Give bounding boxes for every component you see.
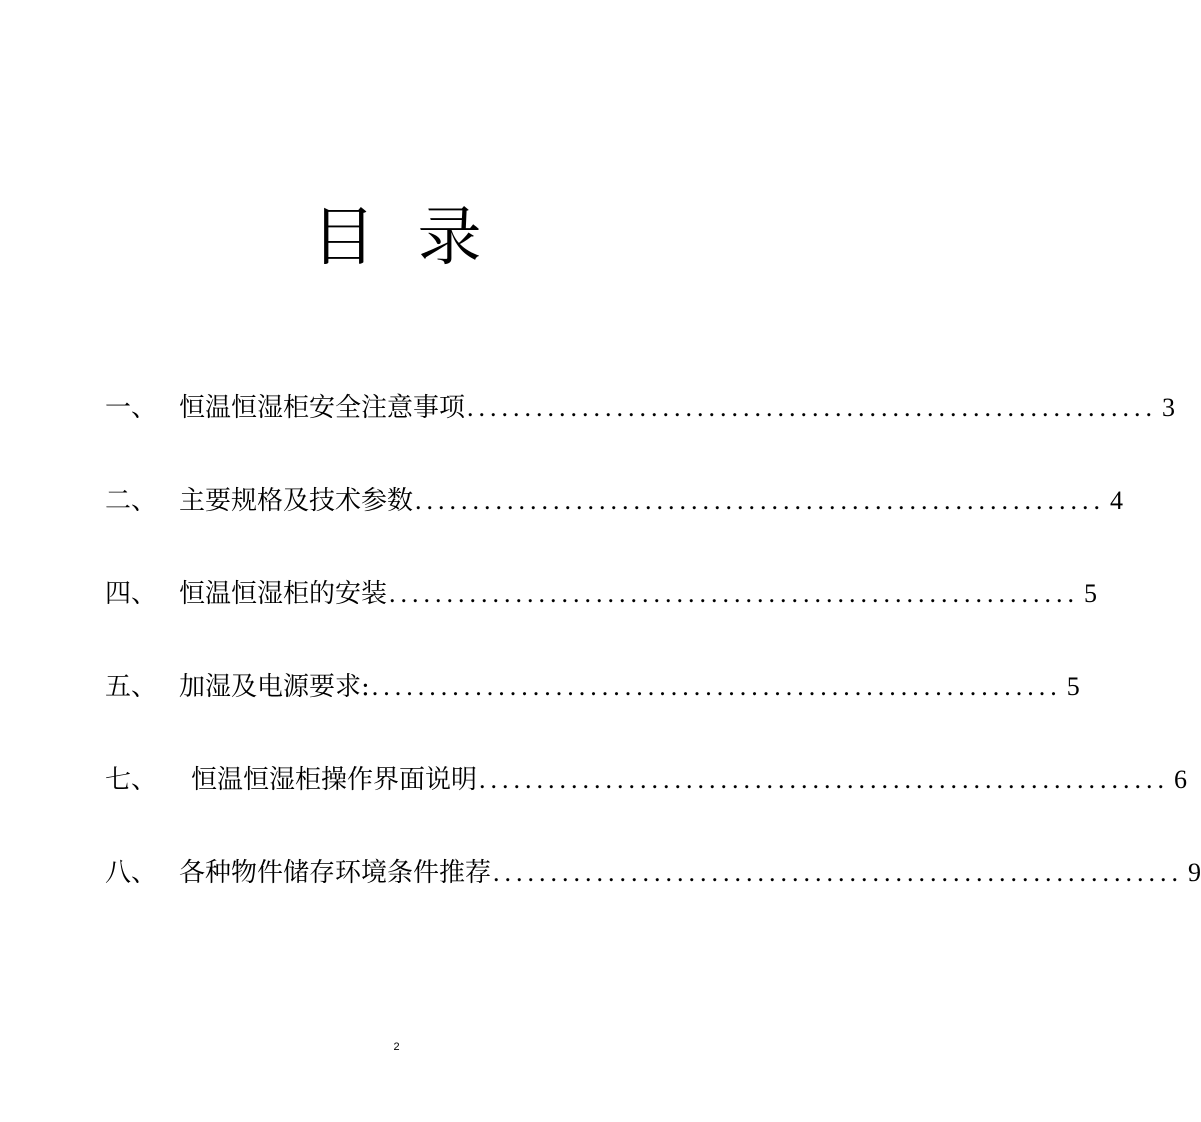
toc-entry-page: 3 [1162, 393, 1176, 422]
toc-entry-page: 9 [1188, 858, 1201, 887]
toc-dot-leader: ............................................................ [493, 858, 1184, 887]
toc-entry-installation[interactable] [105, 572, 1098, 665]
toc-entry-storage-conditions[interactable] [105, 851, 1201, 944]
toc-dot-leader: ............................................................ [389, 579, 1080, 608]
toc-entry-number: 五、 [105, 672, 158, 702]
title-char-lu: 录 [417, 201, 482, 275]
page-number: 2 [393, 1041, 400, 1053]
toc-entry-title: 加湿及电源要求: [179, 672, 370, 702]
toc-entry-title: 各种物件储存环境条件推荐 [179, 858, 492, 888]
toc-entry-page: 4 [1110, 486, 1124, 515]
toc-entry-title: 恒温恒湿柜操作界面说明 [191, 765, 478, 795]
toc-entry-title: 恒温恒湿柜的安装 [179, 579, 388, 609]
toc-dot-leader: ............................................................ [371, 672, 1062, 701]
toc-entry-number: 八、 [105, 858, 158, 888]
toc-entry-title: 恒温恒湿柜安全注意事项 [179, 393, 466, 423]
toc-entry-page: 5 [1084, 579, 1098, 608]
toc-entry-page: 5 [1066, 672, 1080, 701]
toc-dot-leader: ............................................................ [479, 765, 1170, 794]
toc-entry-safety[interactable] [105, 386, 1176, 479]
toc-entry-specifications[interactable] [105, 479, 1124, 572]
toc-entry-number: 七、 [105, 765, 158, 795]
toc-dot-leader: ............................................................ [415, 486, 1106, 515]
toc-entry-operation-interface[interactable] [105, 758, 1188, 851]
toc-entry-number: 二、 [105, 486, 158, 516]
title-char-mu: 目 [311, 201, 376, 275]
table-of-contents [105, 386, 1201, 944]
toc-entry-number: 四、 [105, 579, 158, 609]
toc-entry-title: 主要规格及技术参数 [179, 486, 414, 516]
toc-entry-humidification-power[interactable] [105, 665, 1080, 758]
toc-entry-number: 一、 [105, 393, 158, 423]
page-title [0, 198, 793, 278]
toc-dot-leader: ............................................................ [467, 393, 1158, 422]
toc-entry-page: 6 [1174, 765, 1188, 794]
